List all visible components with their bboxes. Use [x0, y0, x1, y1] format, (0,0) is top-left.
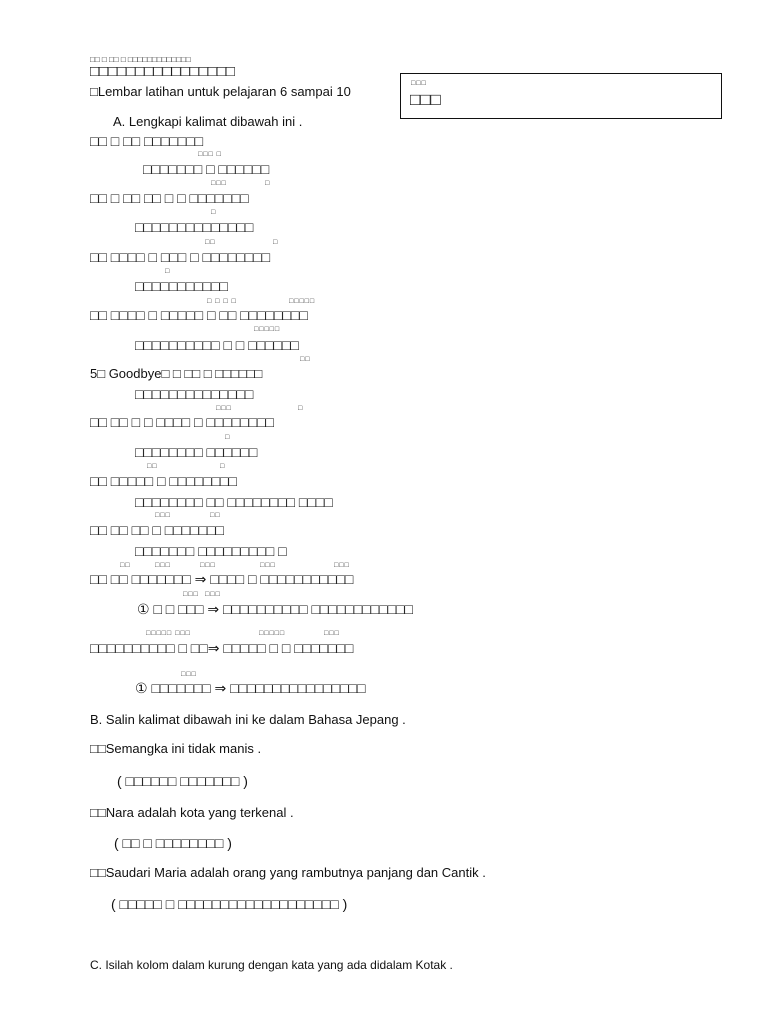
section-a-line: □□□□□□□□□□ □ □□⇒ □□□□□ □ □ □□□□□□□ [90, 640, 354, 656]
section-a-line: □□ □□□□ □ □□□□□ □ □□ □□□□□□□□ [90, 307, 308, 323]
section-b-answer: ( □□ □ □□□□□□□□ ) [114, 835, 232, 851]
ruby-text: □□□□□ □□□ [146, 630, 191, 637]
ruby-text: □□□ [324, 630, 340, 637]
ruby-text: □ [165, 268, 171, 275]
worksheet-title: □□□□□□□□□□□□□□□□ [90, 63, 235, 80]
ruby-text: □ [220, 463, 226, 470]
section-a-heading: A. Lengkapi kalimat dibawah ini . [113, 114, 303, 129]
ruby-text: □□□ [334, 562, 350, 569]
ruby-text: □□□□□ [289, 298, 316, 305]
section-b-heading: B. Salin kalimat dibawah ini ke dalam Bahasa Jepang . [90, 712, 406, 727]
ruby-text: □□ [120, 562, 131, 569]
ruby-text: □□□ [183, 591, 199, 598]
ruby-text: □□ [147, 463, 158, 470]
ruby-text: □ [273, 239, 279, 246]
name-box [400, 73, 722, 119]
worksheet-subtitle: □Lembar latihan untuk pelajaran 6 sampai 10 [90, 84, 351, 99]
section-a-line: 5□ Goodbye□ □ □□ □ □□□□□□ [90, 366, 263, 381]
ruby-text: □ [225, 434, 231, 441]
ruby-text: □□□ [155, 512, 171, 519]
name-box-ruby: □□□ [411, 80, 427, 87]
section-a-line: □□□□□□□□ □□ □□□□□□□□ □□□□ [135, 494, 333, 510]
section-a-line: □□ □□ □□ □ □□□□□□□ [90, 522, 224, 538]
ruby-text: □□□□□ [259, 630, 286, 637]
ruby-text: □□□ [200, 562, 216, 569]
section-a-line: ① □□□□□□□ ⇒ □□□□□□□□□□□□□□□□ [135, 680, 366, 696]
section-a-line: □□□□□□□□□□□□□□ [135, 219, 254, 235]
section-c-heading: C. Isilah kolom dalam kurung dengan kata yang ada didalam Kotak . [90, 958, 453, 972]
section-b-answer: ( □□□□□□ □□□□□□□ ) [117, 773, 248, 789]
ruby-text: □ [298, 405, 304, 412]
ruby-text: □□□ [216, 405, 232, 412]
ruby-text: □□□ [155, 562, 171, 569]
section-a-line: ① □ □ □□□ ⇒ □□□□□□□□□□ □□□□□□□□□□□□ [137, 601, 413, 617]
ruby-text: □□ [210, 512, 221, 519]
section-a-line: □□ □□□□ □ □□□ □ □□□□□□□□ [90, 249, 271, 265]
section-a-line: □□ □□ □□□□□□□ ⇒ □□□□ □ □□□□□□□□□□□ [90, 571, 354, 587]
ruby-text: □□ [300, 356, 311, 363]
ruby-text: □□□□□ [254, 326, 281, 333]
section-a-line: □□□□□□□ □ □□□□□□ [143, 161, 270, 177]
ruby-text: □□□ [181, 671, 197, 678]
section-a-line: □□□□□□□ □□□□□□□□□ □ [135, 543, 287, 559]
section-b-prompt: □□Saudari Maria adalah orang yang rambutnya panjang dan Cantik . [90, 865, 486, 880]
section-b-prompt: □□Semangka ini tidak manis . [90, 741, 262, 756]
section-b-prompt: □□Nara adalah kota yang terkenal . [90, 805, 294, 820]
section-a-line: □□ □□ □ □ □□□□ □ □□□□□□□□ [90, 414, 275, 430]
ruby-text: □□□ □ [198, 151, 222, 158]
section-a-line: □□□□□□□□ □□□□□□ [135, 444, 258, 460]
ruby-text: □□□ [211, 180, 227, 187]
section-a-line: □□ □ □□ □□ □ □ □□□□□□□ [90, 190, 249, 206]
header-ruby: □□ □ □□ □ □□□□□□□□□□□□□ [90, 55, 191, 64]
ruby-text: □□□ [260, 562, 276, 569]
section-a-line: □□ □□□□□ □ □□□□□□□□ [90, 473, 237, 489]
ruby-text: □ □ □ □ [207, 298, 237, 305]
section-a-line: □□□□□□□□□□ □ □ □□□□□□ [135, 337, 299, 353]
ruby-text: □ [211, 209, 217, 216]
ruby-text: □□□ [205, 591, 221, 598]
ruby-text: □ [265, 180, 271, 187]
section-a-line: □□ □ □□ □□□□□□□ [90, 133, 204, 149]
section-b-answer: ( □□□□□ □ □□□□□□□□□□□□□□□□□□□ ) [111, 896, 348, 912]
section-a-line: □□□□□□□□□□□ [135, 278, 229, 294]
section-a-line: □□□□□□□□□□□□□□ [135, 386, 254, 402]
name-box-label: □□□ [410, 90, 441, 109]
ruby-text: □□ [205, 239, 216, 246]
